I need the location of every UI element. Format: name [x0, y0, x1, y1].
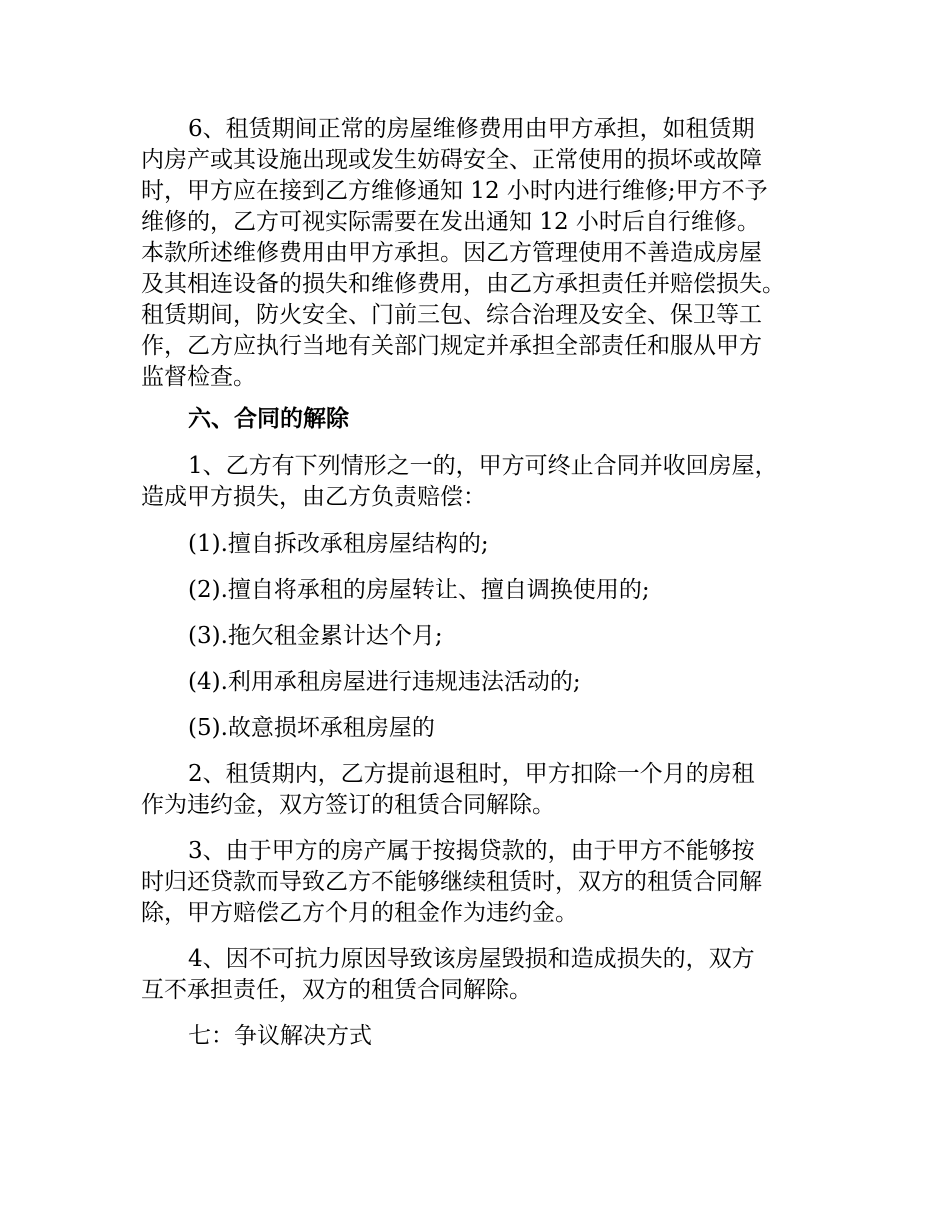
subitem-3: (3).拖欠租金累计达个月; — [188, 623, 443, 649]
item3-line-1: 3、由于甲方的房产属于按揭贷款的，由于甲方不能够按 — [188, 838, 755, 864]
section7-heading: 七：争议解决方式 — [188, 1023, 372, 1049]
item4-line-2: 互不承担责任，双方的租赁合同解除。 — [141, 977, 532, 1003]
clause6-line-6: 及其相连设备的损失和维修费用，由乙方承担责任并赔偿损失。 — [141, 271, 785, 297]
subitem-2: (2).擅自将承租的房屋转让、擅自调换使用的; — [188, 577, 650, 603]
item3-line-3: 除，甲方赔偿乙方个月的租金作为违约金。 — [141, 900, 578, 926]
item2-line-2: 作为违约金，双方签订的租赁合同解除。 — [141, 792, 555, 818]
clause6-line-4: 维修的，乙方可视实际需要在发出通知 12 小时后自行维修。 — [141, 209, 760, 235]
item2-line-1: 2、租赁期内，乙方提前退租时，甲方扣除一个月的房租 — [188, 761, 755, 787]
clause6-line-7: 租赁期间，防火安全、门前三包、综合治理及安全、保卫等工 — [141, 302, 762, 328]
clause6-line-5: 本款所述维修费用由甲方承担。因乙方管理使用不善造成房屋 — [141, 240, 762, 266]
item3-line-2: 时归还贷款而导致乙方不能够继续租赁时，双方的租赁合同解 — [141, 869, 762, 895]
item4-line-1: 4、因不可抗力原因导致该房屋毁损和造成损失的，双方 — [188, 946, 755, 972]
clause6-line-2: 内房产或其设施出现或发生妨碍安全、正常使用的损坏或故障 — [141, 147, 762, 173]
clause6-line-1: 6、租赁期间正常的房屋维修费用由甲方承担，如租赁期 — [188, 116, 755, 142]
clause6-line-9: 监督检查。 — [141, 364, 256, 390]
clause6-line-3: 时，甲方应在接到乙方维修通知 12 小时内进行维修;甲方不予 — [141, 178, 768, 204]
item1-line-2: 造成甲方损失，由乙方负责赔偿： — [141, 484, 486, 510]
clause6-line-8: 作，乙方应执行当地有关部门规定并承担全部责任和服从甲方 — [141, 333, 762, 359]
subitem-5: (5).故意损坏承租房屋的 — [188, 715, 435, 741]
subitem-1: (1).擅自拆改承租房屋结构的; — [188, 531, 489, 557]
item1-line-1: 1、乙方有下列情形之一的，甲方可终止合同并收回房屋， — [188, 453, 778, 479]
section6-heading: 六、合同的解除 — [188, 406, 349, 432]
subitem-4: (4).利用承租房屋进行违规违法活动的; — [188, 669, 581, 695]
